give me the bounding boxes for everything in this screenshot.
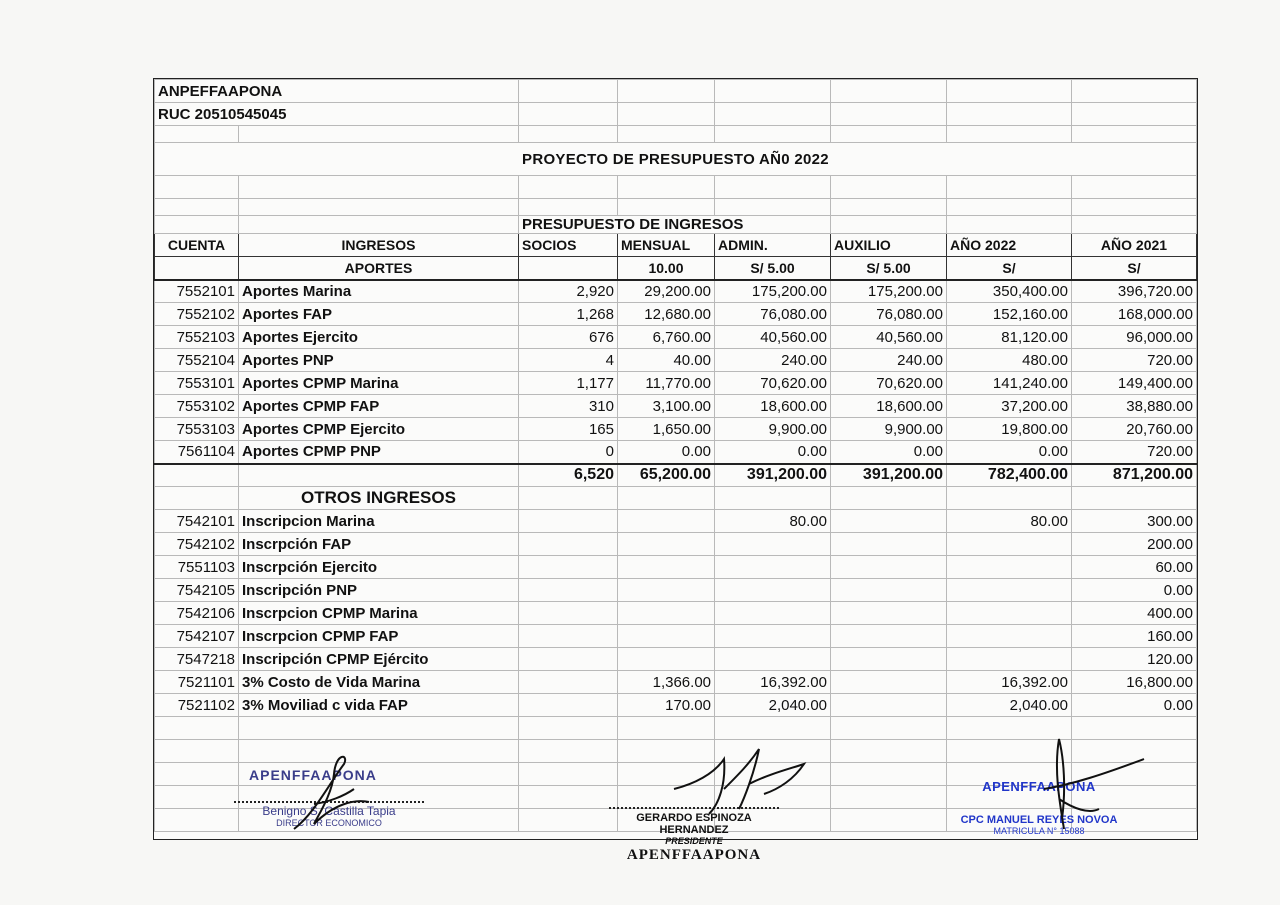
col-mensual-rate: 10.00 <box>618 257 715 280</box>
socios-cell: 1,268 <box>519 303 618 326</box>
col-ano2022: AÑO 2022 <box>947 234 1072 257</box>
empty-cell <box>519 671 618 694</box>
table-row <box>155 395 1197 418</box>
admin-cell <box>715 625 831 648</box>
center-signature-scribble-icon <box>664 744 824 824</box>
empty-cell <box>715 487 831 510</box>
col-admin-rate: S/ 5.00 <box>715 257 831 280</box>
mensual-cell <box>618 510 715 533</box>
auxilio-cell: 70,620.00 <box>831 372 947 395</box>
ano2022-cell: 16,392.00 <box>947 671 1072 694</box>
auxilio-cell: 9,900.00 <box>831 418 947 441</box>
empty-cell <box>519 579 618 602</box>
col-auxilio-rate: S/ 5.00 <box>831 257 947 280</box>
empty-cell <box>618 487 715 510</box>
col-ano2021: AÑO 2021 <box>1072 234 1197 257</box>
table-row <box>155 280 1197 303</box>
ingreso-description: Aportes PNP <box>239 349 519 372</box>
mensual-cell: 3,100.00 <box>618 395 715 418</box>
table-row <box>155 418 1197 441</box>
ingreso-description: Aportes Ejercito <box>239 326 519 349</box>
empty-cell <box>519 602 618 625</box>
ano2022-cell: 141,240.00 <box>947 372 1072 395</box>
admin-cell <box>715 602 831 625</box>
col-aportes: APORTES <box>239 257 519 280</box>
total-ano2021: 871,200.00 <box>1072 464 1197 487</box>
ano2022-cell: 0.00 <box>947 441 1072 464</box>
left-name: Benigno S. Castilla Tapia <box>262 804 396 818</box>
center-role: PRESIDENTE <box>665 836 723 846</box>
auxilio-cell: 18,600.00 <box>831 395 947 418</box>
right-role: MATRICULA N° 15088 <box>993 826 1085 836</box>
auxilio-cell: 0.00 <box>831 441 947 464</box>
mensual-cell: 6,760.00 <box>618 326 715 349</box>
ano2022-cell: 2,040.00 <box>947 694 1072 717</box>
ano2022-cell <box>947 533 1072 556</box>
ano2022-cell: 152,160.00 <box>947 303 1072 326</box>
mensual-cell: 29,200.00 <box>618 280 715 303</box>
socios-cell: 310 <box>519 395 618 418</box>
admin-cell: 18,600.00 <box>715 395 831 418</box>
left-role: DIRECTOR ECONOMICO <box>276 818 382 828</box>
ano2022-cell: 480.00 <box>947 349 1072 372</box>
mensual-cell <box>618 579 715 602</box>
mensual-cell <box>618 602 715 625</box>
ano2022-cell: 19,800.00 <box>947 418 1072 441</box>
signature-area <box>154 719 1197 863</box>
cuenta-cell: 7547218 <box>155 648 239 671</box>
table-row <box>155 671 1197 694</box>
ano2022-cell <box>947 579 1072 602</box>
ano2021-cell: 396,720.00 <box>1072 280 1197 303</box>
auxilio-cell: 76,080.00 <box>831 303 947 326</box>
cuenta-cell: 7542101 <box>155 510 239 533</box>
table-row <box>155 510 1197 533</box>
otros-header-row <box>155 487 1197 510</box>
col-mensual: MENSUAL <box>618 234 715 257</box>
ingreso-description: Aportes CPMP Marina <box>239 372 519 395</box>
ano2022-cell <box>947 648 1072 671</box>
mensual-cell: 40.00 <box>618 349 715 372</box>
table-row <box>155 694 1197 717</box>
empty-cell <box>831 671 947 694</box>
cuenta-cell: 7553101 <box>155 372 239 395</box>
ano2021-cell: 16,800.00 <box>1072 671 1197 694</box>
col-ano2021-unit: S/ <box>1072 257 1197 280</box>
cuenta-cell: 7542107 <box>155 625 239 648</box>
ano2022-cell <box>947 625 1072 648</box>
page-title: PROYECTO DE PRESUPUESTO AÑ0 2022 <box>155 143 1197 176</box>
table-row <box>155 441 1197 464</box>
empty-cell <box>519 533 618 556</box>
mensual-cell <box>618 625 715 648</box>
ingreso-description: Inscripción CPMP Ejército <box>239 648 519 671</box>
admin-cell: 0.00 <box>715 441 831 464</box>
right-name: CPC MANUEL REYES NOVOA <box>960 814 1118 826</box>
empty-cell <box>831 487 947 510</box>
total-ano2022: 782,400.00 <box>947 464 1072 487</box>
empty-cell <box>155 487 239 510</box>
socios-cell: 2,920 <box>519 280 618 303</box>
mensual-cell: 12,680.00 <box>618 303 715 326</box>
admin-cell <box>715 556 831 579</box>
socios-cell: 4 <box>519 349 618 372</box>
admin-cell <box>715 648 831 671</box>
empty-cell <box>519 648 618 671</box>
auxilio-cell: 175,200.00 <box>831 280 947 303</box>
admin-cell: 16,392.00 <box>715 671 831 694</box>
ingreso-description: Aportes CPMP PNP <box>239 441 519 464</box>
left-signature-scribble-icon <box>274 744 394 844</box>
table-row <box>155 556 1197 579</box>
ingreso-description: Inscrpción FAP <box>239 533 519 556</box>
admin-cell: 80.00 <box>715 510 831 533</box>
right-signature-scribble-icon <box>1004 729 1154 839</box>
mensual-cell: 11,770.00 <box>618 372 715 395</box>
mensual-cell: 1,650.00 <box>618 418 715 441</box>
empty-cell <box>519 510 618 533</box>
socios-cell: 676 <box>519 326 618 349</box>
ano2021-cell: 400.00 <box>1072 602 1197 625</box>
total-admin: 391,200.00 <box>715 464 831 487</box>
ingreso-description: Aportes CPMP Ejercito <box>239 418 519 441</box>
mensual-cell <box>618 533 715 556</box>
col-ingresos: INGRESOS <box>239 234 519 257</box>
admin-cell: 240.00 <box>715 349 831 372</box>
empty-cell <box>1072 487 1197 510</box>
table-row <box>155 533 1197 556</box>
admin-cell: 70,620.00 <box>715 372 831 395</box>
cuenta-cell: 7521102 <box>155 694 239 717</box>
empty-cell <box>239 464 519 487</box>
ano2022-cell: 80.00 <box>947 510 1072 533</box>
cuenta-cell: 7552101 <box>155 280 239 303</box>
socios-cell: 165 <box>519 418 618 441</box>
socios-cell: 1,177 <box>519 372 618 395</box>
cuenta-cell: 7561104 <box>155 441 239 464</box>
org-name: ANPEFFAAPONA <box>155 80 519 103</box>
ano2021-cell: 149,400.00 <box>1072 372 1197 395</box>
admin-cell: 76,080.00 <box>715 303 831 326</box>
ingreso-description: Inscrpcion CPMP FAP <box>239 625 519 648</box>
empty-cell <box>831 579 947 602</box>
col-ano2022-unit: S/ <box>947 257 1072 280</box>
admin-cell: 40,560.00 <box>715 326 831 349</box>
admin-cell <box>715 533 831 556</box>
ano2021-cell: 60.00 <box>1072 556 1197 579</box>
auxilio-cell: 40,560.00 <box>831 326 947 349</box>
col-socios: SOCIOS <box>519 234 618 257</box>
empty-cell <box>831 625 947 648</box>
ano2021-cell: 96,000.00 <box>1072 326 1197 349</box>
section-title: PRESUPUESTO DE INGRESOS <box>519 216 831 234</box>
table-row <box>155 372 1197 395</box>
col-admin: ADMIN. <box>715 234 831 257</box>
cuenta-cell: 7521101 <box>155 671 239 694</box>
center-name: GERARDO ESPINOZA HERNANDEZ <box>636 812 752 836</box>
mensual-cell: 1,366.00 <box>618 671 715 694</box>
total-auxilio: 391,200.00 <box>831 464 947 487</box>
empty-cell <box>831 648 947 671</box>
ingreso-description: Inscrpción Ejercito <box>239 556 519 579</box>
ano2021-cell: 20,760.00 <box>1072 418 1197 441</box>
table-row <box>155 349 1197 372</box>
ano2022-cell <box>947 556 1072 579</box>
ano2022-cell: 37,200.00 <box>947 395 1072 418</box>
empty-cell <box>831 533 947 556</box>
empty-cell <box>155 464 239 487</box>
ingreso-description: Inscripcion Marina <box>239 510 519 533</box>
left-stamp: APENFFAAPONA <box>249 767 377 783</box>
table-row <box>155 602 1197 625</box>
cuenta-cell: 7552103 <box>155 326 239 349</box>
center-stamp: APENFFAAPONA <box>626 847 762 863</box>
table-row <box>155 648 1197 671</box>
cuenta-cell: 7552104 <box>155 349 239 372</box>
table-row <box>155 326 1197 349</box>
right-stamp: APENFFAAPONA <box>982 779 1096 794</box>
ruc-number: RUC 20510545045 <box>155 103 519 126</box>
admin-cell <box>715 579 831 602</box>
budget-sheet <box>153 78 1198 863</box>
col-cuenta: CUENTA <box>155 234 239 257</box>
ano2021-cell: 720.00 <box>1072 349 1197 372</box>
empty-cell <box>947 487 1072 510</box>
ingreso-description: Inscripción PNP <box>239 579 519 602</box>
empty-cell <box>519 694 618 717</box>
ingreso-description: Aportes CPMP FAP <box>239 395 519 418</box>
admin-cell: 9,900.00 <box>715 418 831 441</box>
table-row <box>155 625 1197 648</box>
mensual-cell <box>618 556 715 579</box>
ano2021-cell: 160.00 <box>1072 625 1197 648</box>
ingreso-description: 3% Moviliad c vida FAP <box>239 694 519 717</box>
empty-cell <box>519 487 618 510</box>
ano2022-cell: 350,400.00 <box>947 280 1072 303</box>
socios-cell: 0 <box>519 441 618 464</box>
empty-cell <box>831 602 947 625</box>
cuenta-cell: 7542102 <box>155 533 239 556</box>
ano2021-cell: 38,880.00 <box>1072 395 1197 418</box>
ano2022-cell <box>947 602 1072 625</box>
ano2021-cell: 300.00 <box>1072 510 1197 533</box>
mensual-cell: 0.00 <box>618 441 715 464</box>
empty-cell <box>831 510 947 533</box>
ano2021-cell: 200.00 <box>1072 533 1197 556</box>
ingreso-description: 3% Costo de Vida Marina <box>239 671 519 694</box>
cuenta-cell: 7553103 <box>155 418 239 441</box>
empty-cell <box>831 556 947 579</box>
cuenta-cell: 7552102 <box>155 303 239 326</box>
ano2021-cell: 720.00 <box>1072 441 1197 464</box>
cuenta-cell: 7553102 <box>155 395 239 418</box>
mensual-cell <box>618 648 715 671</box>
cuenta-cell: 7551103 <box>155 556 239 579</box>
mensual-cell: 170.00 <box>618 694 715 717</box>
cuenta-cell: 7542106 <box>155 602 239 625</box>
auxilio-cell: 240.00 <box>831 349 947 372</box>
table-row <box>155 303 1197 326</box>
table-row <box>155 579 1197 602</box>
ingreso-description: Aportes FAP <box>239 303 519 326</box>
total-socios: 6,520 <box>519 464 618 487</box>
total-mensual: 65,200.00 <box>618 464 715 487</box>
ingreso-description: Inscrpcion CPMP Marina <box>239 602 519 625</box>
totals-row <box>155 464 1197 487</box>
col-auxilio: AUXILIO <box>831 234 947 257</box>
ano2021-cell: 168,000.00 <box>1072 303 1197 326</box>
empty-cell <box>831 694 947 717</box>
ano2021-cell: 0.00 <box>1072 694 1197 717</box>
admin-cell: 175,200.00 <box>715 280 831 303</box>
admin-cell: 2,040.00 <box>715 694 831 717</box>
empty-cell <box>519 625 618 648</box>
ano2021-cell: 120.00 <box>1072 648 1197 671</box>
ano2022-cell: 81,120.00 <box>947 326 1072 349</box>
empty-cell <box>519 556 618 579</box>
cuenta-cell: 7542105 <box>155 579 239 602</box>
ingreso-description: Aportes Marina <box>239 280 519 303</box>
otros-ingresos-title: OTROS INGRESOS <box>239 487 519 510</box>
ano2021-cell: 0.00 <box>1072 579 1197 602</box>
